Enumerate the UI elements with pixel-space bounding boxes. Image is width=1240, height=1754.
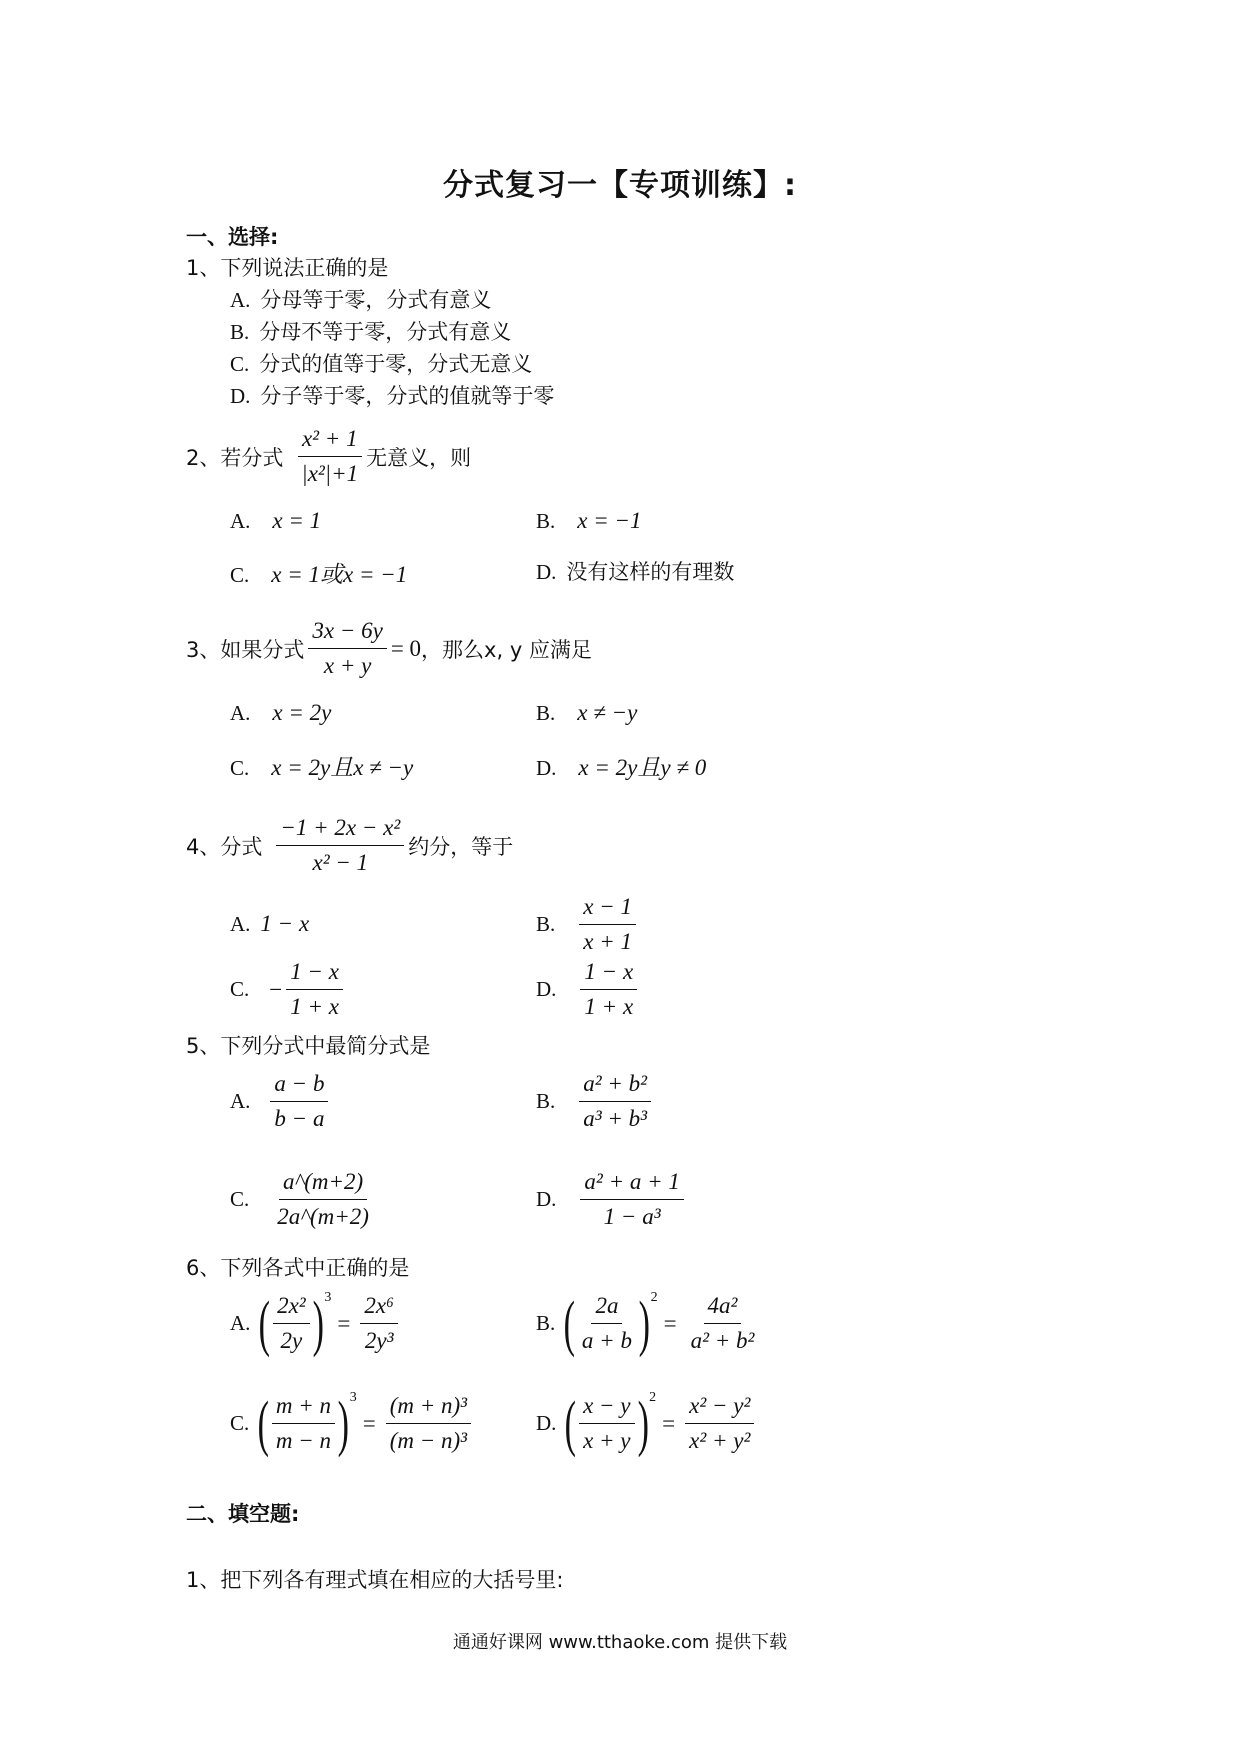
option-fraction xyxy=(580,958,637,1021)
fraction-denominator: x² − 1 xyxy=(312,850,369,875)
left-paren: ( xyxy=(259,1289,271,1358)
question-5-option-a xyxy=(230,1070,332,1133)
option-label: D. xyxy=(536,756,557,780)
option-math: x ≠ −y xyxy=(577,700,638,725)
result-fraction xyxy=(386,1392,471,1455)
question-4-option-c xyxy=(230,958,347,1021)
parenthesized-fraction xyxy=(563,1289,658,1358)
fraction-denominator: 2y xyxy=(280,1328,303,1353)
fraction-denominator: 1 + x xyxy=(584,994,634,1019)
option-label: B. xyxy=(536,1089,556,1113)
fraction-numerator: m + n xyxy=(272,1392,335,1424)
question-1-option-c xyxy=(230,348,532,378)
question-5-option-b xyxy=(536,1070,655,1133)
fraction-numerator: 2x⁶ xyxy=(360,1292,398,1324)
fraction-numerator: x² + 1 xyxy=(298,425,362,457)
option-label: A. xyxy=(230,509,251,533)
option-label: D. xyxy=(536,1187,557,1211)
equals-sign: = xyxy=(337,1310,351,1336)
option-label: D. xyxy=(230,384,251,408)
question-4-option-b xyxy=(536,893,640,956)
fraction-denominator: m − n xyxy=(275,1428,332,1453)
fill-question-1: 1、把下列各有理式填在相应的大括号里: xyxy=(186,1568,564,1592)
option-label: C. xyxy=(230,756,250,780)
option-math: x = 2y xyxy=(272,700,332,725)
option-fraction xyxy=(579,1070,651,1133)
option-label: B. xyxy=(536,912,556,936)
exponent: 3 xyxy=(349,1390,357,1405)
page-title: 分式复习一【专项训练】: xyxy=(443,168,797,203)
section-choice-heading: 一、选择: xyxy=(186,225,279,249)
question-3-option-c xyxy=(230,749,413,782)
fraction-denominator: a + b xyxy=(581,1328,632,1353)
question-6-option-b xyxy=(536,1289,762,1358)
inner-fraction xyxy=(272,1392,335,1455)
fraction-denominator: 1 − a³ xyxy=(603,1204,661,1229)
question-6-stem: 6、下列各式中正确的是 xyxy=(186,1256,410,1280)
question-3-option-b xyxy=(536,700,637,726)
equals-sign: = xyxy=(662,1410,676,1436)
right-paren: ) xyxy=(337,1389,350,1458)
fraction-numerator: 2x² xyxy=(273,1292,310,1324)
question-1-option-d xyxy=(230,380,554,410)
equals-sign: = xyxy=(362,1410,376,1436)
question-3-stem xyxy=(186,617,592,680)
fraction-denominator: b − a xyxy=(274,1106,325,1131)
fraction-denominator: a² + b² xyxy=(690,1328,755,1353)
question-3-equals-zero: = 0 xyxy=(390,635,422,661)
fraction-denominator: x² + y² xyxy=(689,1428,751,1453)
parenthesized-fraction xyxy=(257,1389,357,1458)
fraction-numerator: 1 − x xyxy=(580,958,637,990)
question-2-stem xyxy=(186,425,471,488)
right-paren: ) xyxy=(637,1389,649,1458)
fraction-denominator: 2y³ xyxy=(364,1328,394,1353)
question-3-option-a xyxy=(230,700,331,726)
inner-fraction xyxy=(579,1392,634,1455)
question-2-option-a xyxy=(230,508,321,534)
question-6-option-c xyxy=(230,1389,475,1458)
result-fraction xyxy=(360,1292,398,1355)
fraction-denominator: x + 1 xyxy=(583,929,632,954)
parenthesized-fraction xyxy=(565,1389,657,1458)
question-4-option-d xyxy=(536,958,641,1021)
inner-fraction xyxy=(578,1292,636,1355)
fraction-denominator: |x²|+1 xyxy=(301,461,359,486)
result-fraction xyxy=(685,1392,754,1455)
question-1-option-a xyxy=(230,284,491,314)
question-3-fraction xyxy=(308,617,386,680)
option-label: D. xyxy=(536,977,557,1001)
question-4-stem xyxy=(186,814,513,877)
left-paren: ( xyxy=(563,1289,576,1358)
option-label: A. xyxy=(230,912,251,936)
option-label: B. xyxy=(536,509,556,533)
option-label: D. xyxy=(536,560,557,584)
option-label: C. xyxy=(230,563,250,587)
question-2-option-c xyxy=(230,556,407,589)
option-fraction xyxy=(273,1168,373,1231)
right-paren: ) xyxy=(312,1289,324,1358)
fraction-numerator: 1 − x xyxy=(286,958,343,990)
inner-fraction xyxy=(273,1292,310,1355)
question-4-option-a xyxy=(230,911,309,937)
option-text: 分式的值等于零，分式无意义 xyxy=(259,352,533,376)
section-fill-heading: 二、填空题: xyxy=(186,1502,300,1526)
question-1-stem: 1、下列说法正确的是 xyxy=(186,256,389,280)
question-4-stem-post: 约分，等于 xyxy=(408,834,514,859)
question-3-stem-pre: 3、如果分式 xyxy=(186,637,305,662)
option-math: x = −1 xyxy=(577,508,642,533)
option-math: x = 1或x = −1 xyxy=(271,562,408,587)
option-label: A. xyxy=(230,1311,251,1335)
equals-sign: = xyxy=(663,1310,677,1336)
result-fraction xyxy=(687,1292,759,1355)
option-label: A. xyxy=(230,1089,251,1113)
fraction-denominator: 2a^(m+2) xyxy=(277,1204,369,1229)
fraction-numerator: x² − y² xyxy=(685,1392,754,1424)
fraction-numerator: a − b xyxy=(270,1070,328,1102)
option-label: C. xyxy=(230,1187,250,1211)
option-math: x = 2y且x ≠ −y xyxy=(271,755,414,780)
question-5-option-d xyxy=(536,1168,688,1231)
right-paren: ) xyxy=(638,1289,650,1358)
fraction-numerator: −1 + 2x − x² xyxy=(276,814,404,846)
fraction-numerator: a² + b² xyxy=(579,1070,651,1102)
option-label: D. xyxy=(536,1411,557,1435)
fraction-denominator: a³ + b³ xyxy=(583,1106,648,1131)
fraction-numerator: a^(m+2) xyxy=(279,1168,367,1200)
fraction-denominator: x + y xyxy=(583,1428,631,1453)
question-2-stem-pre: 2、若分式 xyxy=(186,445,284,470)
option-label: C. xyxy=(230,352,250,376)
option-fraction xyxy=(270,1070,328,1133)
exponent: 2 xyxy=(650,1290,658,1305)
option-label: C. xyxy=(230,1411,250,1435)
fraction-numerator: a² + a + 1 xyxy=(580,1168,683,1200)
question-3-option-d xyxy=(536,749,706,782)
question-6-option-d xyxy=(536,1389,758,1458)
option-label: A. xyxy=(230,288,251,312)
page-footer: 通通好课网 www.tthaoke.com 提供下载 xyxy=(452,1632,788,1653)
fraction-denominator: (m − n)³ xyxy=(389,1428,468,1453)
question-2-stem-post: 无意义，则 xyxy=(366,445,472,470)
option-text: 分母等于零，分式有意义 xyxy=(260,288,492,312)
option-label: C. xyxy=(230,977,250,1001)
fraction-numerator: x − 1 xyxy=(579,893,636,925)
fraction-numerator: x − y xyxy=(579,1392,634,1424)
option-fraction xyxy=(579,893,636,956)
fraction-denominator: x + y xyxy=(323,653,372,678)
exponent: 3 xyxy=(324,1290,332,1305)
fraction-numerator: 4a² xyxy=(704,1292,742,1324)
option-fraction xyxy=(286,958,343,1021)
option-minus-sign: − xyxy=(269,976,283,1002)
option-text: 没有这样的有理数 xyxy=(566,560,735,584)
option-fraction xyxy=(580,1168,683,1231)
option-label: A. xyxy=(230,701,251,725)
option-text: 分子等于零，分式的值就等于零 xyxy=(260,384,555,408)
option-label: B. xyxy=(536,1311,556,1335)
option-text: 分母不等于零，分式有意义 xyxy=(259,320,512,344)
option-label: B. xyxy=(230,320,250,344)
parenthesized-fraction xyxy=(259,1289,332,1358)
question-4-stem-pre: 4、分式 xyxy=(186,834,263,859)
question-2-option-d xyxy=(536,556,734,586)
question-2-option-b xyxy=(536,508,642,534)
fraction-numerator: (m + n)³ xyxy=(386,1392,471,1424)
option-math: x = 1 xyxy=(272,508,322,533)
fraction-numerator: 2a xyxy=(591,1292,622,1324)
exponent: 2 xyxy=(649,1390,657,1405)
option-math: 1 − x xyxy=(260,911,310,936)
question-2-fraction xyxy=(297,425,362,488)
question-3-stem-post: ，那么x, y 应满足 xyxy=(421,637,592,662)
left-paren: ( xyxy=(565,1389,577,1458)
question-5-option-c xyxy=(230,1168,377,1231)
option-label: B. xyxy=(536,701,556,725)
fraction-numerator: 3x − 6y xyxy=(308,617,386,649)
fraction-denominator: 1 + x xyxy=(290,994,339,1019)
question-1-option-b xyxy=(230,316,511,346)
question-6-option-a xyxy=(230,1289,402,1358)
left-paren: ( xyxy=(257,1389,270,1458)
question-5-stem: 5、下列分式中最简分式是 xyxy=(186,1034,431,1058)
question-4-fraction xyxy=(276,814,404,877)
option-math: x = 2y且y ≠ 0 xyxy=(578,755,707,780)
